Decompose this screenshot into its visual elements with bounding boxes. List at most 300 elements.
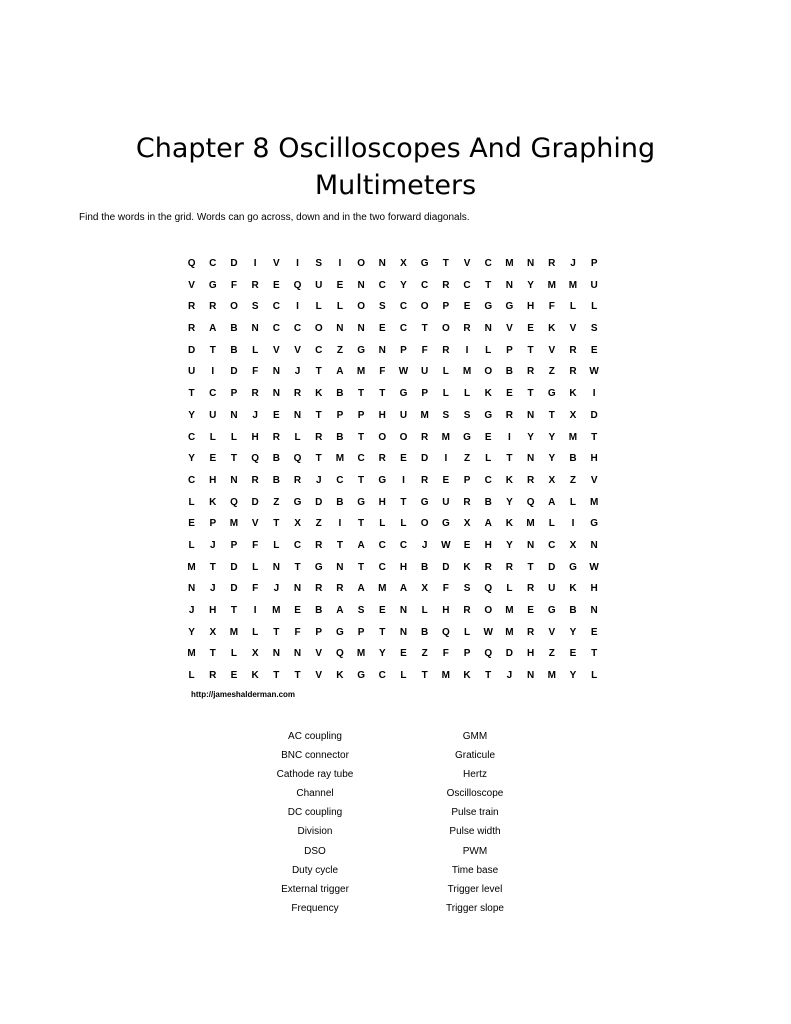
- grid-cell[interactable]: W: [398, 366, 409, 378]
- grid-cell[interactable]: D: [421, 453, 429, 465]
- grid-cell[interactable]: G: [357, 496, 365, 508]
- grid-cell[interactable]: I: [211, 366, 215, 378]
- grid-cell[interactable]: G: [378, 474, 387, 486]
- grid-cell[interactable]: Z: [548, 366, 555, 378]
- grid-cell[interactable]: E: [506, 388, 513, 400]
- grid-cell[interactable]: C: [315, 344, 323, 356]
- grid-cell[interactable]: E: [400, 453, 407, 465]
- grid-cell[interactable]: R: [272, 431, 280, 443]
- grid-cell[interactable]: J: [506, 670, 513, 682]
- grid-cell[interactable]: R: [315, 583, 323, 595]
- grid-cell[interactable]: E: [273, 409, 280, 421]
- grid-cell[interactable]: B: [484, 496, 492, 508]
- grid-cell[interactable]: B: [272, 474, 280, 486]
- grid-cell[interactable]: E: [188, 518, 195, 530]
- grid-cell[interactable]: N: [251, 323, 259, 335]
- grid-cell[interactable]: G: [420, 258, 429, 269]
- grid-cell[interactable]: S: [463, 409, 471, 421]
- grid-cell[interactable]: A: [336, 366, 344, 378]
- grid-cell[interactable]: Q: [441, 626, 450, 638]
- grid-cell[interactable]: A: [357, 583, 365, 595]
- grid-cell[interactable]: R: [251, 388, 259, 400]
- grid-cell[interactable]: B: [315, 605, 323, 616]
- grid-cell[interactable]: N: [526, 258, 535, 269]
- grid-cell[interactable]: M: [378, 583, 387, 595]
- grid-cell[interactable]: V: [273, 258, 280, 269]
- grid-cell[interactable]: L: [188, 539, 195, 551]
- grid-cell[interactable]: I: [253, 258, 257, 269]
- grid-cell[interactable]: M: [526, 518, 535, 530]
- grid-cell[interactable]: Q: [336, 648, 344, 660]
- grid-cell[interactable]: N: [526, 409, 535, 421]
- grid-cell[interactable]: H: [378, 496, 386, 508]
- grid-cell[interactable]: R: [209, 301, 217, 313]
- grid-cell[interactable]: T: [379, 388, 386, 400]
- grid-cell[interactable]: D: [590, 409, 598, 421]
- grid-cell[interactable]: M: [229, 626, 239, 638]
- grid-cell[interactable]: E: [463, 539, 471, 551]
- grid-cell[interactable]: Q: [293, 453, 302, 465]
- grid-cell[interactable]: G: [505, 301, 514, 313]
- grid-cell[interactable]: E: [294, 605, 301, 616]
- grid-cell[interactable]: Y: [527, 279, 534, 291]
- grid-cell[interactable]: A: [484, 518, 492, 530]
- grid-cell[interactable]: J: [273, 583, 280, 595]
- grid-cell[interactable]: V: [294, 344, 301, 356]
- grid-cell[interactable]: T: [273, 670, 280, 682]
- grid-cell[interactable]: T: [188, 388, 195, 400]
- grid-cell[interactable]: C: [293, 323, 302, 335]
- grid-cell[interactable]: R: [442, 279, 450, 291]
- grid-cell[interactable]: G: [420, 496, 429, 508]
- grid-cell[interactable]: R: [209, 670, 217, 682]
- grid-cell[interactable]: S: [442, 409, 450, 421]
- grid-cell[interactable]: L: [252, 344, 259, 356]
- grid-cell[interactable]: C: [378, 279, 386, 291]
- grid-cell[interactable]: Y: [506, 496, 513, 508]
- grid-cell[interactable]: F: [252, 539, 259, 551]
- grid-cell[interactable]: G: [547, 388, 556, 400]
- grid-cell[interactable]: P: [336, 409, 344, 421]
- grid-cell[interactable]: J: [570, 258, 576, 269]
- grid-cell[interactable]: R: [463, 496, 471, 508]
- grid-cell[interactable]: M: [272, 605, 281, 616]
- grid-cell[interactable]: B: [336, 431, 344, 443]
- grid-cell[interactable]: J: [210, 539, 216, 551]
- grid-cell[interactable]: N: [399, 626, 408, 638]
- grid-cell[interactable]: X: [569, 539, 577, 551]
- grid-cell[interactable]: M: [229, 518, 239, 530]
- grid-cell[interactable]: O: [314, 323, 323, 335]
- grid-cell[interactable]: P: [209, 518, 217, 530]
- grid-cell[interactable]: T: [358, 474, 365, 486]
- grid-cell[interactable]: M: [441, 431, 451, 443]
- grid-cell[interactable]: T: [315, 453, 322, 465]
- grid-cell[interactable]: B: [272, 453, 280, 465]
- grid-cell[interactable]: C: [357, 453, 365, 465]
- grid-cell[interactable]: M: [568, 279, 578, 291]
- grid-cell[interactable]: M: [356, 366, 366, 378]
- grid-cell[interactable]: T: [209, 648, 216, 660]
- grid-cell[interactable]: E: [209, 453, 217, 465]
- grid-cell[interactable]: X: [463, 518, 471, 530]
- grid-cell[interactable]: S: [251, 301, 259, 313]
- grid-cell[interactable]: G: [357, 670, 365, 682]
- grid-cell[interactable]: Q: [230, 496, 238, 508]
- grid-cell[interactable]: M: [441, 670, 451, 682]
- grid-cell[interactable]: A: [336, 605, 344, 616]
- grid-cell[interactable]: P: [463, 474, 471, 486]
- grid-cell[interactable]: Q: [187, 258, 196, 269]
- grid-cell[interactable]: L: [230, 431, 238, 443]
- grid-cell[interactable]: O: [378, 431, 387, 443]
- grid-cell[interactable]: T: [358, 431, 365, 443]
- grid-cell[interactable]: P: [442, 301, 450, 313]
- grid-cell[interactable]: M: [547, 279, 556, 291]
- grid-cell[interactable]: D: [251, 496, 259, 508]
- grid-cell[interactable]: T: [527, 388, 534, 400]
- grid-cell[interactable]: O: [230, 301, 238, 313]
- grid-cell[interactable]: T: [294, 670, 301, 682]
- grid-cell[interactable]: X: [569, 409, 577, 421]
- grid-cell[interactable]: N: [272, 366, 280, 378]
- grid-cell[interactable]: E: [378, 323, 386, 335]
- grid-cell[interactable]: F: [294, 626, 301, 638]
- grid-cell[interactable]: L: [463, 388, 471, 400]
- grid-cell[interactable]: P: [357, 626, 365, 638]
- grid-cell[interactable]: G: [547, 605, 556, 616]
- grid-cell[interactable]: L: [442, 388, 449, 400]
- grid-cell[interactable]: R: [505, 561, 514, 573]
- grid-cell[interactable]: T: [379, 626, 386, 638]
- grid-cell[interactable]: L: [485, 453, 492, 465]
- grid-cell[interactable]: E: [378, 605, 386, 616]
- grid-cell[interactable]: T: [485, 279, 492, 291]
- grid-cell[interactable]: T: [358, 561, 365, 573]
- grid-cell[interactable]: Y: [548, 453, 556, 465]
- grid-cell[interactable]: Q: [484, 583, 493, 595]
- grid-cell[interactable]: J: [421, 539, 428, 551]
- grid-cell[interactable]: N: [505, 279, 514, 291]
- grid-cell[interactable]: T: [485, 670, 492, 682]
- grid-cell[interactable]: R: [251, 279, 259, 291]
- grid-cell[interactable]: L: [252, 561, 259, 573]
- grid-cell[interactable]: R: [378, 453, 386, 465]
- grid-cell[interactable]: W: [441, 539, 451, 551]
- grid-cell[interactable]: J: [252, 409, 258, 421]
- grid-cell[interactable]: M: [462, 366, 472, 378]
- grid-cell[interactable]: X: [400, 258, 407, 269]
- grid-cell[interactable]: L: [252, 626, 259, 638]
- grid-cell[interactable]: N: [378, 258, 386, 269]
- grid-cell[interactable]: V: [273, 344, 280, 356]
- grid-cell[interactable]: W: [483, 626, 493, 638]
- grid-cell[interactable]: H: [526, 648, 535, 660]
- grid-cell[interactable]: V: [315, 670, 323, 682]
- grid-cell[interactable]: T: [358, 388, 365, 400]
- grid-cell[interactable]: L: [463, 626, 471, 638]
- grid-cell[interactable]: P: [315, 626, 323, 638]
- grid-cell[interactable]: T: [358, 518, 365, 530]
- grid-cell[interactable]: R: [526, 474, 535, 486]
- grid-cell[interactable]: O: [357, 258, 365, 269]
- grid-cell[interactable]: P: [421, 388, 428, 400]
- grid-cell[interactable]: P: [357, 409, 365, 421]
- grid-cell[interactable]: J: [294, 366, 301, 378]
- grid-cell[interactable]: J: [188, 605, 195, 616]
- grid-cell[interactable]: Y: [569, 670, 577, 682]
- grid-cell[interactable]: L: [188, 670, 195, 682]
- grid-cell[interactable]: C: [399, 323, 408, 335]
- grid-cell[interactable]: S: [378, 301, 386, 313]
- grid-cell[interactable]: D: [230, 258, 238, 269]
- grid-cell[interactable]: T: [400, 496, 407, 508]
- grid-cell[interactable]: A: [209, 323, 217, 335]
- grid-cell[interactable]: E: [590, 626, 598, 638]
- grid-cell[interactable]: L: [442, 366, 449, 378]
- grid-cell[interactable]: T: [273, 626, 280, 638]
- grid-cell[interactable]: G: [463, 431, 471, 443]
- grid-cell[interactable]: N: [336, 323, 344, 335]
- grid-cell[interactable]: C: [463, 279, 471, 291]
- grid-cell[interactable]: C: [484, 258, 492, 269]
- grid-cell[interactable]: R: [526, 583, 535, 595]
- grid-cell[interactable]: B: [569, 605, 577, 616]
- grid-cell[interactable]: R: [251, 474, 259, 486]
- grid-cell[interactable]: S: [357, 605, 365, 616]
- grid-cell[interactable]: G: [484, 301, 493, 313]
- grid-cell[interactable]: Z: [336, 344, 343, 356]
- grid-cell[interactable]: E: [442, 474, 450, 486]
- grid-cell[interactable]: H: [442, 605, 450, 616]
- grid-cell[interactable]: L: [379, 518, 386, 530]
- grid-cell[interactable]: F: [442, 583, 449, 595]
- grid-cell[interactable]: J: [210, 583, 216, 595]
- grid-cell[interactable]: S: [315, 258, 323, 269]
- grid-cell[interactable]: X: [251, 648, 259, 660]
- grid-cell[interactable]: D: [442, 561, 450, 573]
- grid-cell[interactable]: E: [569, 648, 577, 660]
- grid-cell[interactable]: N: [230, 474, 238, 486]
- grid-cell[interactable]: Z: [273, 496, 280, 508]
- grid-cell[interactable]: L: [336, 301, 343, 313]
- grid-cell[interactable]: Y: [569, 626, 577, 638]
- grid-cell[interactable]: C: [336, 474, 344, 486]
- grid-cell[interactable]: E: [230, 670, 238, 682]
- grid-cell[interactable]: Z: [315, 518, 322, 530]
- grid-cell[interactable]: O: [484, 366, 493, 378]
- grid-cell[interactable]: G: [484, 409, 493, 421]
- grid-cell[interactable]: H: [251, 431, 259, 443]
- grid-cell[interactable]: D: [187, 344, 196, 356]
- grid-cell[interactable]: I: [338, 258, 342, 269]
- grid-cell[interactable]: D: [230, 366, 238, 378]
- grid-cell[interactable]: L: [400, 518, 407, 530]
- grid-cell[interactable]: L: [294, 431, 301, 443]
- grid-cell[interactable]: E: [527, 323, 534, 335]
- grid-cell[interactable]: O: [357, 301, 365, 313]
- grid-cell[interactable]: N: [272, 388, 280, 400]
- grid-cell[interactable]: Y: [527, 431, 534, 443]
- grid-cell[interactable]: M: [568, 431, 578, 443]
- grid-cell[interactable]: M: [505, 258, 514, 269]
- grid-cell[interactable]: C: [209, 388, 217, 400]
- grid-cell[interactable]: T: [209, 561, 216, 573]
- grid-cell[interactable]: H: [378, 409, 386, 421]
- grid-cell[interactable]: Y: [400, 279, 407, 291]
- grid-cell[interactable]: T: [294, 561, 301, 573]
- grid-cell[interactable]: M: [589, 496, 599, 508]
- grid-cell[interactable]: D: [230, 561, 238, 573]
- grid-cell[interactable]: L: [591, 670, 598, 682]
- grid-cell[interactable]: C: [209, 258, 217, 269]
- grid-cell[interactable]: T: [421, 670, 428, 682]
- grid-cell[interactable]: K: [548, 323, 556, 335]
- grid-cell[interactable]: E: [336, 279, 344, 291]
- grid-cell[interactable]: K: [505, 474, 514, 486]
- grid-cell[interactable]: B: [336, 496, 344, 508]
- grid-cell[interactable]: D: [230, 583, 238, 595]
- grid-cell[interactable]: L: [188, 496, 195, 508]
- grid-cell[interactable]: S: [590, 323, 598, 335]
- grid-cell[interactable]: V: [548, 626, 556, 638]
- grid-cell[interactable]: A: [357, 539, 365, 551]
- grid-cell[interactable]: T: [591, 648, 598, 660]
- grid-cell[interactable]: B: [421, 626, 429, 638]
- grid-cell[interactable]: K: [463, 561, 471, 573]
- grid-cell[interactable]: G: [293, 496, 302, 508]
- grid-cell[interactable]: R: [526, 626, 535, 638]
- grid-cell[interactable]: X: [421, 583, 428, 595]
- grid-cell[interactable]: Z: [421, 648, 428, 660]
- grid-cell[interactable]: P: [400, 344, 407, 356]
- grid-cell[interactable]: D: [315, 496, 323, 508]
- grid-cell[interactable]: C: [378, 539, 386, 551]
- grid-cell[interactable]: I: [571, 518, 575, 530]
- grid-cell[interactable]: L: [421, 605, 428, 616]
- grid-cell[interactable]: T: [230, 453, 238, 465]
- grid-cell[interactable]: G: [569, 561, 577, 573]
- grid-cell[interactable]: T: [442, 258, 449, 269]
- grid-cell[interactable]: N: [187, 583, 196, 595]
- grid-cell[interactable]: N: [399, 605, 408, 616]
- grid-cell[interactable]: T: [421, 323, 428, 335]
- grid-cell[interactable]: P: [230, 388, 238, 400]
- grid-cell[interactable]: O: [441, 323, 450, 335]
- grid-cell[interactable]: R: [526, 366, 535, 378]
- grid-cell[interactable]: F: [442, 648, 449, 660]
- grid-cell[interactable]: C: [187, 474, 196, 486]
- grid-cell[interactable]: L: [548, 518, 555, 530]
- grid-cell[interactable]: V: [506, 323, 513, 335]
- grid-cell[interactable]: Y: [188, 626, 195, 638]
- grid-cell[interactable]: K: [569, 388, 577, 400]
- grid-cell[interactable]: N: [526, 453, 535, 465]
- grid-cell[interactable]: N: [293, 409, 302, 421]
- grid-cell[interactable]: K: [251, 670, 259, 682]
- grid-cell[interactable]: R: [548, 258, 556, 269]
- grid-cell[interactable]: H: [526, 301, 535, 313]
- grid-cell[interactable]: V: [590, 474, 598, 486]
- grid-cell[interactable]: N: [526, 670, 535, 682]
- grid-cell[interactable]: U: [421, 366, 429, 378]
- grid-cell[interactable]: B: [336, 388, 344, 400]
- grid-cell[interactable]: G: [399, 388, 408, 400]
- grid-cell[interactable]: L: [506, 583, 513, 595]
- grid-cell[interactable]: F: [548, 301, 555, 313]
- grid-cell[interactable]: R: [463, 605, 471, 616]
- grid-cell[interactable]: T: [315, 409, 322, 421]
- grid-cell[interactable]: C: [378, 670, 386, 682]
- grid-cell[interactable]: A: [548, 496, 556, 508]
- grid-cell[interactable]: U: [590, 279, 598, 291]
- grid-cell[interactable]: O: [399, 431, 408, 443]
- grid-cell[interactable]: Y: [188, 409, 195, 421]
- grid-cell[interactable]: L: [273, 539, 280, 551]
- grid-cell[interactable]: I: [296, 301, 299, 313]
- grid-cell[interactable]: U: [187, 366, 196, 378]
- grid-cell[interactable]: K: [336, 670, 344, 682]
- grid-cell[interactable]: L: [400, 670, 407, 682]
- grid-cell[interactable]: X: [548, 474, 556, 486]
- grid-cell[interactable]: F: [252, 583, 259, 595]
- grid-cell[interactable]: H: [590, 583, 598, 595]
- grid-cell[interactable]: O: [420, 518, 429, 530]
- grid-cell[interactable]: Z: [569, 474, 577, 486]
- grid-cell[interactable]: H: [399, 561, 408, 573]
- grid-cell[interactable]: T: [315, 366, 322, 378]
- grid-cell[interactable]: I: [508, 431, 511, 443]
- grid-cell[interactable]: R: [187, 323, 196, 335]
- grid-cell[interactable]: S: [463, 583, 471, 595]
- grid-cell[interactable]: N: [378, 344, 386, 356]
- grid-cell[interactable]: C: [548, 539, 556, 551]
- grid-cell[interactable]: R: [569, 366, 577, 378]
- grid-cell[interactable]: P: [230, 539, 238, 551]
- grid-cell[interactable]: E: [273, 279, 280, 291]
- grid-cell[interactable]: I: [253, 605, 257, 616]
- grid-cell[interactable]: R: [315, 539, 323, 551]
- grid-cell[interactable]: T: [336, 539, 343, 551]
- grid-cell[interactable]: P: [463, 648, 471, 660]
- grid-cell[interactable]: L: [569, 496, 577, 508]
- grid-cell[interactable]: B: [569, 453, 577, 465]
- grid-cell[interactable]: K: [463, 670, 471, 682]
- grid-cell[interactable]: L: [569, 301, 577, 313]
- grid-cell[interactable]: V: [548, 344, 556, 356]
- grid-cell[interactable]: N: [272, 648, 280, 660]
- grid-cell[interactable]: T: [273, 518, 280, 530]
- grid-cell[interactable]: C: [484, 474, 492, 486]
- grid-cell[interactable]: C: [272, 301, 280, 313]
- grid-cell[interactable]: L: [230, 648, 238, 660]
- grid-cell[interactable]: G: [208, 279, 217, 291]
- grid-cell[interactable]: R: [293, 388, 302, 400]
- grid-cell[interactable]: I: [592, 388, 596, 400]
- grid-cell[interactable]: M: [547, 670, 556, 682]
- grid-cell[interactable]: N: [526, 539, 535, 551]
- grid-cell[interactable]: F: [252, 366, 259, 378]
- grid-cell[interactable]: Q: [293, 279, 302, 291]
- grid-cell[interactable]: Q: [484, 648, 493, 660]
- grid-cell[interactable]: B: [230, 323, 238, 335]
- grid-cell[interactable]: G: [441, 518, 450, 530]
- grid-cell[interactable]: M: [187, 648, 196, 660]
- grid-cell[interactable]: R: [187, 301, 196, 313]
- grid-cell[interactable]: C: [421, 279, 429, 291]
- grid-cell[interactable]: E: [463, 301, 471, 313]
- grid-cell[interactable]: M: [335, 453, 345, 465]
